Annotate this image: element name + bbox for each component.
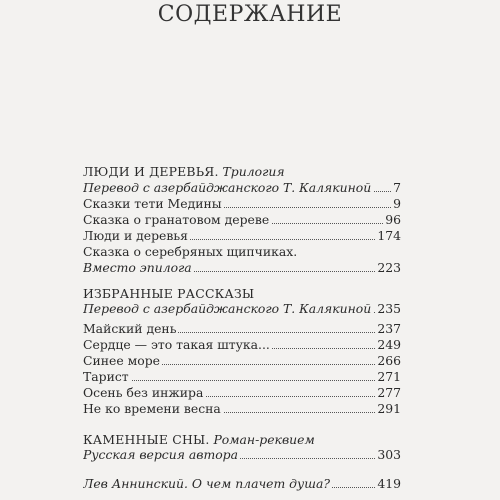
section-title: ИЗБРАННЫЕ РАССКАЗЫ xyxy=(83,286,255,301)
toc-entry[interactable] xyxy=(83,212,401,228)
entry-page: 174 xyxy=(377,228,401,243)
entry-page: 271 xyxy=(377,369,401,384)
section-genre: Трилогия xyxy=(222,164,285,179)
entry-page: 303 xyxy=(377,447,401,462)
entry-subtitle: Вместо эпилога xyxy=(83,260,192,275)
table-of-contents xyxy=(83,0,401,500)
entry-page: 223 xyxy=(377,260,401,275)
page-title: СОДЕРЖАНИЕ xyxy=(157,2,343,27)
entry-page: 266 xyxy=(377,353,401,368)
entry-title: Русская версия автора xyxy=(83,447,238,462)
entry-title: Перевод с азербайджанского Т. Калякиной xyxy=(83,180,372,195)
toc-entry[interactable] xyxy=(83,228,401,244)
toc-entry-subtitle-line[interactable] xyxy=(83,260,401,276)
entry-page: 249 xyxy=(377,337,401,352)
toc-entry-translator-2[interactable] xyxy=(83,301,401,317)
entry-title: Осень без инжира xyxy=(83,385,204,400)
section-heading-selected-stories xyxy=(83,286,401,302)
entry-page: 277 xyxy=(377,385,401,400)
entry-title: Сердце — это такая штука... xyxy=(83,337,270,352)
entry-page: 96 xyxy=(385,212,401,227)
toc-entry[interactable] xyxy=(83,369,401,385)
entry-page: 291 xyxy=(377,401,401,416)
entry-page: 237 xyxy=(377,321,401,336)
entry-title: Перевод с азербайджанского Т. Калякиной xyxy=(83,301,372,316)
section-title: КАМЕННЫЕ СНЫ. xyxy=(83,432,210,447)
section-heading-people-and-trees xyxy=(83,164,401,180)
entry-title: Сказка о гранатовом дереве xyxy=(83,212,270,227)
entry-page: 9 xyxy=(393,196,401,211)
entry-page: 235 xyxy=(377,301,401,316)
entry-title: Тарист xyxy=(83,369,129,384)
section-heading-stone-dreams xyxy=(83,432,401,448)
toc-entry[interactable] xyxy=(83,353,401,369)
toc-entry[interactable] xyxy=(83,196,401,212)
toc-entry[interactable] xyxy=(83,385,401,401)
entry-title: Сказка о серебряных щипчиках. xyxy=(83,244,298,259)
section-title: ЛЮДИ И ДЕРЕВЬЯ. xyxy=(83,164,219,179)
toc-entry-translator-1[interactable] xyxy=(83,180,401,196)
entry-title: Не ко времени весна xyxy=(83,401,221,416)
toc-entry[interactable] xyxy=(83,321,401,337)
entry-page: 419 xyxy=(377,476,401,491)
entry-title: Люди и деревья xyxy=(83,228,188,243)
entry-page: 7 xyxy=(393,180,401,195)
toc-entry-author-version[interactable] xyxy=(83,447,401,463)
entry-title: Лев Аннинский. О чем плачет душа? xyxy=(83,476,330,491)
entry-title: Майский день xyxy=(83,321,177,336)
section-genre: Роман-реквием xyxy=(213,432,315,447)
toc-entry[interactable] xyxy=(83,401,401,417)
entry-title: Сказки тети Медины xyxy=(83,196,222,211)
toc-entry-title-line[interactable] xyxy=(83,244,401,260)
entry-title: Синее море xyxy=(83,353,160,368)
toc-entry-afterword[interactable] xyxy=(83,476,401,492)
toc-entry[interactable] xyxy=(83,337,401,353)
